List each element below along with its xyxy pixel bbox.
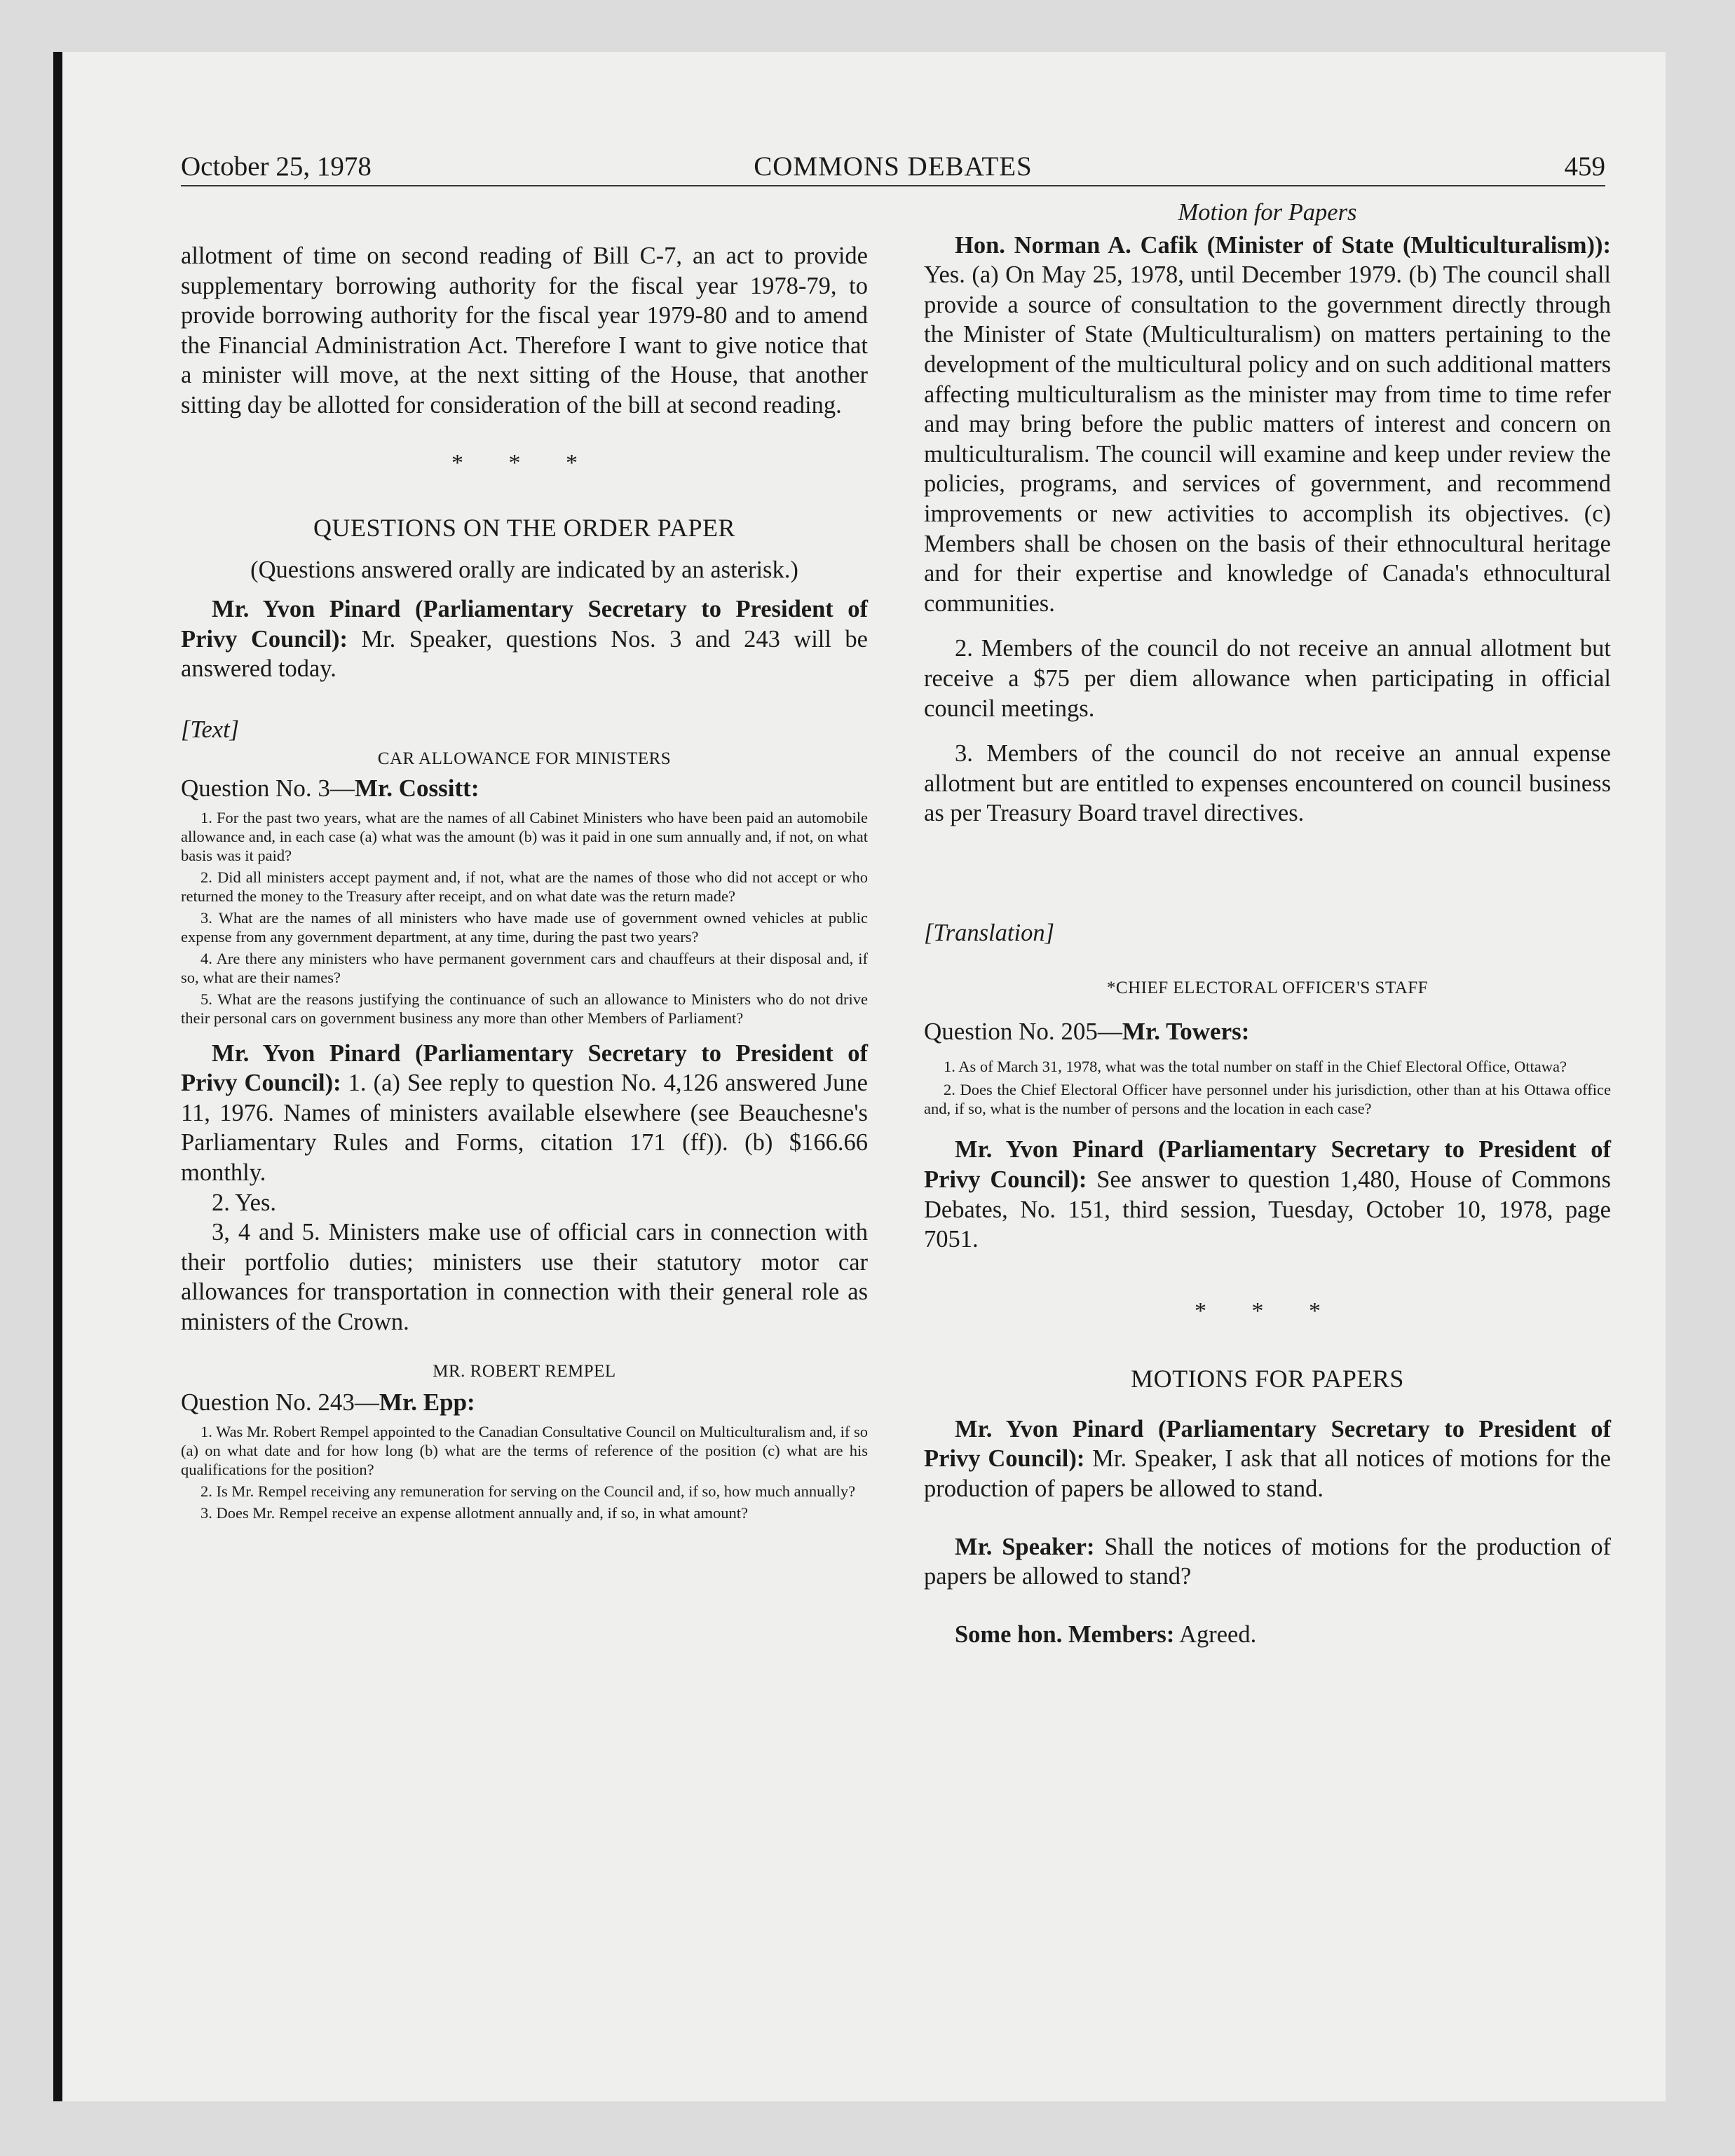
- speaker-name: Mr. Speaker:: [955, 1533, 1095, 1560]
- question-number: Question No. 243—: [181, 1389, 379, 1417]
- translation-label: [Translation]: [924, 919, 1054, 946]
- question-item: 2. Is Mr. Rempel receiving any remuneration for serving on the Council and, if so, how much annually?: [200, 1482, 856, 1501]
- page-header: [181, 149, 1605, 186]
- speech-text: Yes. (a) On May 25, 1978, until December 1979. (b) The council shall provide a source of consultation to the government directly through the Minister of State (Multiculturalism) on matters pertaining to the development of the multicultural policy and on such additional matters affecting multiculturalism as the minister may from time to time refer and may bring before the public matters of interest and concern on multiculturalism. The council will examine and keep under review the policies, programs, and services of government, and recommend improvements or new activities to accomplish its objectives. (c) Members shall be chosen on the basis of their ethnocultural heritage and for their expertise and knowledge of Canada's ethnocultural communities.: [924, 261, 1611, 617]
- question-member: Mr. Epp:: [379, 1389, 475, 1417]
- speech-members: [924, 1620, 1611, 1650]
- note-asterisk: (Questions answered orally are indicated by an asterisk.): [250, 556, 798, 583]
- answer-pinard-intro: [181, 594, 868, 684]
- header-publication: COMMONS DEBATES: [754, 151, 1033, 182]
- question-item: 3. Does Mr. Rempel receive an expense allotment annually and, if so, in what amount?: [200, 1504, 749, 1522]
- question-205-items: [924, 1057, 1611, 1118]
- speaker-name: Mr. Yvon Pinard (Parliamentary Secretary to President of Privy Council):: [924, 1415, 1611, 1473]
- speaker-name: Some hon. Members:: [955, 1621, 1175, 1648]
- speaker-name: Hon. Norman A. Cafik (Minister of State (Multiculturalism)):: [955, 231, 1611, 259]
- subheading-robert-rempel: MR. ROBERT REMPEL: [433, 1362, 616, 1381]
- question-3-title: [181, 773, 868, 804]
- answer-cafik: [924, 231, 1611, 619]
- right-column: [924, 188, 1611, 1649]
- page-edge-shadow: [53, 52, 62, 2101]
- speech-text: Agreed.: [1174, 1621, 1257, 1648]
- question-item: 1. As of March 31, 1978, what was the total number on staff in the Chief Electoral Office, Ottawa?: [944, 1058, 1567, 1076]
- answer-q3-items-3-5: 3, 4 and 5. Ministers make use of official cars in connection with their portfolio duties; ministers use their statutory motor car allowances for transportation in connection with their general role as ministers of the Crown.: [181, 1219, 868, 1335]
- question-item: 3. What are the names of all ministers who have made use of government owned vehicles at public expense from any government department, at any time, during the past two years?: [181, 908, 868, 946]
- question-member: Mr. Cossitt:: [354, 774, 479, 802]
- running-head: Motion for Papers: [1178, 199, 1357, 226]
- speech-text: 1. (a) See reply to question No. 4,126 answered June 11, 1976. Names of ministers available elsewhere (see Beauchesne's Parliamentary Rules and Forms, citation 171 (ff)). (b) $166.66 monthly.: [181, 1070, 868, 1186]
- question-number: Question No. 205—: [924, 1018, 1122, 1046]
- question-item: 1. For the past two years, what are the names of all Cabinet Ministers who have been paid an automobile allowance and, in each case (a) what was the amount (b) was it paid in one sum annually and, if not, on what basis was it paid?: [181, 808, 868, 864]
- speech-text: Mr. Speaker, I ask that all notices of motions for the production of papers be allowed to stand.: [924, 1445, 1611, 1503]
- section-heading-questions: QUESTIONS ON THE ORDER PAPER: [313, 513, 736, 542]
- question-member: Mr. Towers:: [1122, 1018, 1250, 1046]
- answer-item-3: 3. Members of the council do not receive an annual expense allotment but are entitled to expenses encountered on council business as per Treasury Board travel directives.: [924, 740, 1611, 827]
- section-heading-motions: MOTIONS FOR PAPERS: [1131, 1364, 1404, 1393]
- speech-pinard-motions: [924, 1414, 1611, 1504]
- speech-text: Shall the notices of motions for the production of papers be allowed to stand?: [924, 1533, 1612, 1590]
- speaker-name: Mr. Yvon Pinard (Parliamentary Secretary to President of Privy Council):: [181, 596, 868, 653]
- answer-pinard-q3: [181, 1039, 868, 1188]
- question-243-items: [181, 1422, 868, 1522]
- question-item: 1. Was Mr. Robert Rempel appointed to the Canadian Consultative Council on Multiculturalism and, if so (a) on what date and for how long (b) what are the terms of reference of the position (c) what are his qualifications for the position?: [181, 1423, 868, 1479]
- speaker-name: Mr. Yvon Pinard (Parliamentary Secretary to President of Privy Council):: [924, 1136, 1611, 1194]
- question-item: 2. Did all ministers accept payment and, if not, what are the names of those who did not accept or who returned the money to the Treasury after receipt, and on what date was the return made?: [181, 868, 868, 905]
- section-separator: * * *: [451, 449, 597, 476]
- question-item: 5. What are the reasons justifying the continuance of such an allowance to Ministers who do not drive their personal cars on government business any more than other Members of Parliament?: [181, 990, 868, 1027]
- speech-text: See answer to question 1,480, House of Commons Debates, No. 151, third session, Tuesday, October 10, 1978, page 7051.: [924, 1166, 1611, 1253]
- left-column: [181, 188, 868, 1522]
- header-date: October 25, 1978: [181, 151, 372, 182]
- subheading-chief-electoral: *CHIEF ELECTORAL OFFICER'S STAFF: [1106, 978, 1429, 998]
- answer-pinard-q205: [924, 1135, 1611, 1254]
- answer-item-2: 2. Members of the council do not receive an annual allotment but receive a $75 per diem allowance when participating in official council meetings.: [924, 635, 1611, 722]
- question-205-title: [924, 1016, 1611, 1047]
- speech-speaker: [924, 1532, 1611, 1592]
- question-item: 2. Does the Chief Electoral Officer have personnel under his jurisdiction, other than at his Ottawa office and, if so, what is the number of persons and the location in each case?: [924, 1081, 1611, 1118]
- paragraph-allotment: allotment of time on second reading of Bill C-7, an act to provide supplementary borrowing authority for the fiscal year 1978-79, to provide borrowing authority for the fiscal year 1979-80 and to amend the Financial Administration Act. Therefore I want to give notice that a minister will move, at the next sitting of the House, that another sitting day be allotted for consideration of the bill at second reading.: [181, 243, 868, 418]
- answer-q3-item-2: 2. Yes.: [212, 1189, 277, 1216]
- question-243-title: [181, 1387, 868, 1418]
- question-item: 4. Are there any ministers who have permanent government cars and chauffeurs at their disposal and, if so, what are their names?: [181, 949, 868, 986]
- subheading-car-allowance: CAR ALLOWANCE FOR MINISTERS: [377, 749, 672, 768]
- speech-text: Mr. Speaker, questions Nos. 3 and 243 will be answered today.: [181, 625, 868, 683]
- header-page-number: 459: [1564, 151, 1605, 182]
- speaker-name: Mr. Yvon Pinard (Parliamentary Secretary to President of Privy Council):: [181, 1039, 868, 1097]
- text-label: [Text]: [181, 716, 240, 743]
- section-separator: * * *: [1195, 1297, 1340, 1324]
- question-number: Question No. 3—: [181, 774, 355, 802]
- question-3-items: [181, 808, 868, 1028]
